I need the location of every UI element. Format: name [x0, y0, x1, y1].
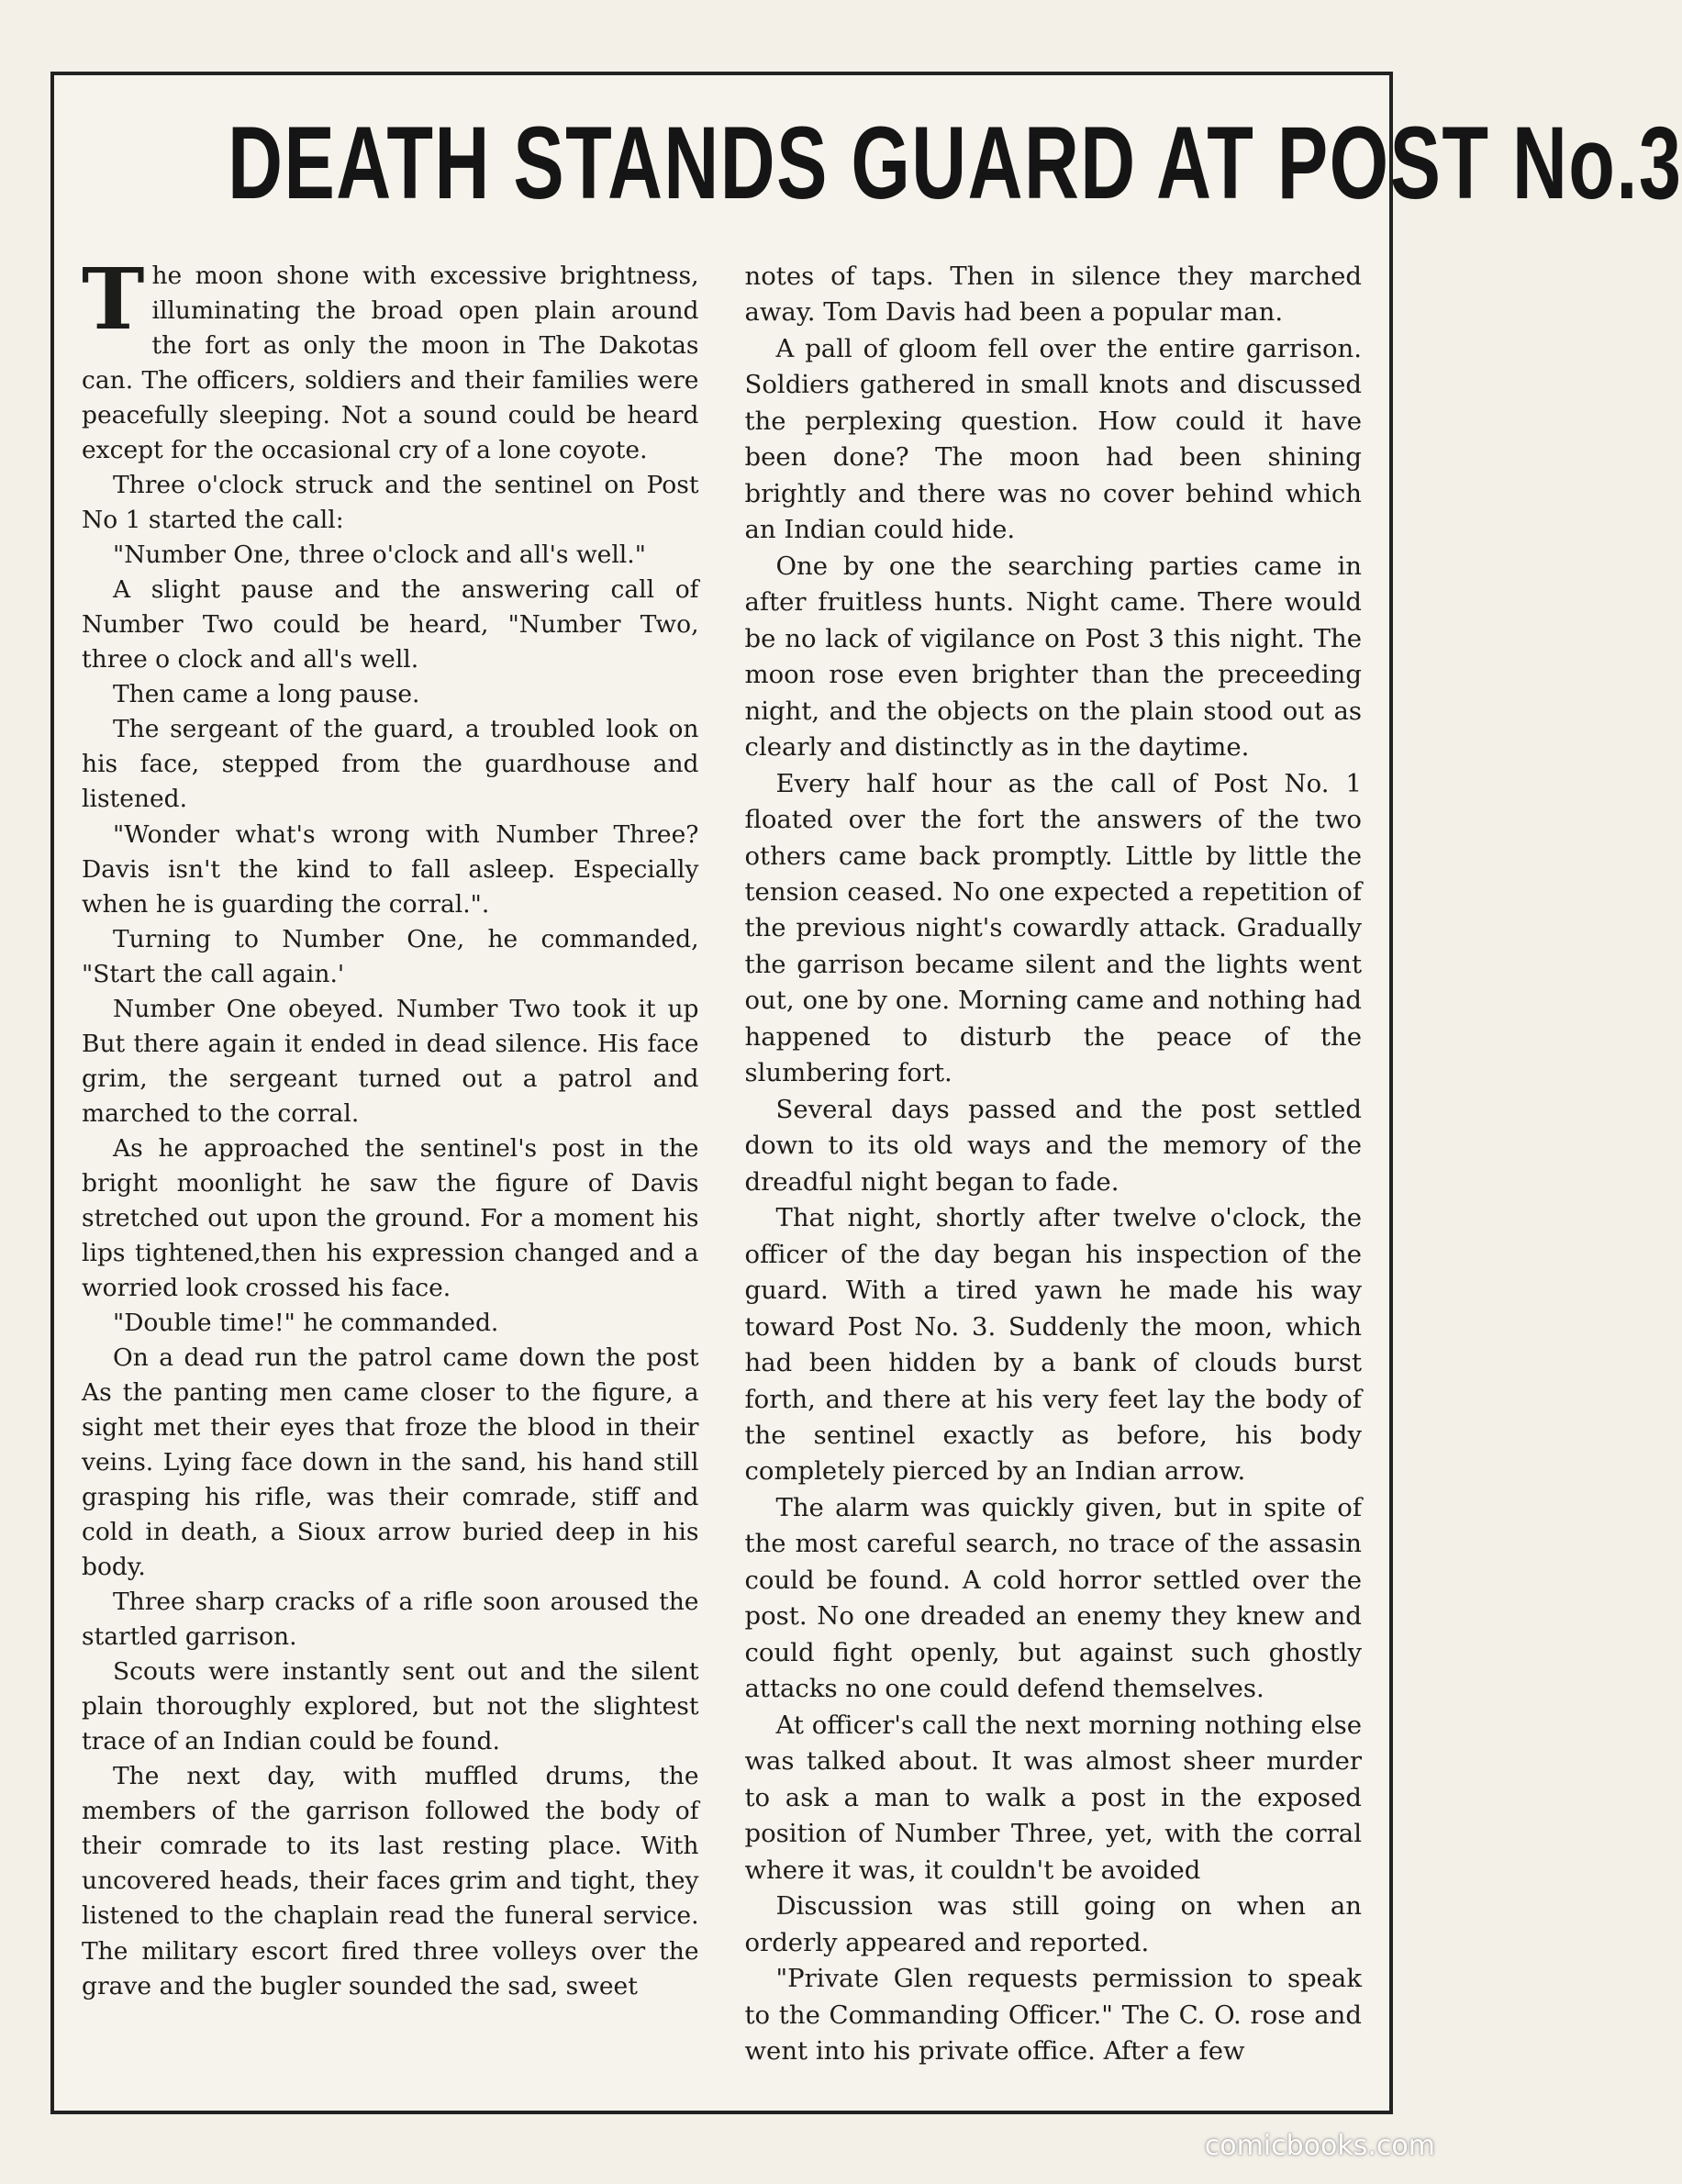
- site-watermark: comicbooks.com: [1204, 2130, 1435, 2162]
- paragraph: Three sharp cracks of a rifle soon aroused the startled garrison.: [82, 1588, 699, 1652]
- paragraph: Several days passed and the post settled down to its old ways and the memory of the dreadful night began to fade.: [744, 1094, 1362, 1197]
- paragraph: notes of taps. Then in silence they marched away. Tom Davis had been a popular man.: [744, 262, 1362, 328]
- article-body: [82, 250, 1362, 2101]
- paragraph-text: he moon shone with excessive brightness, illuminating the broad open plain around the fort as only the moon in The Dakotas can. The officers, soldiers and their families were peacefully sleeping. Not a sound could be heard except for the occasional cry of a lone coyote.: [82, 262, 699, 465]
- paragraph: The alarm was quickly given, but in spite of the most careful search, no trace of the assasin could be found. A cold horror settled over the post. No one dreaded an enemy they knew and could fight openly, but against such ghostly attacks no one could defend themselves.: [744, 1492, 1362, 1704]
- paragraph: "Wonder what's wrong with Number Three? Davis isn't the kind to fall asleep. Especially when he is guarding the corral.".: [82, 819, 699, 919]
- left-column: [82, 250, 699, 2101]
- paragraph: Scouts were instantly sent out and the silent plain thoroughly explored, but not the slightest trace of an Indian could be found.: [82, 1657, 699, 1756]
- paragraph: Turning to Number One, he commanded, "Start the call again.': [82, 924, 699, 988]
- paragraph: One by one the searching parties came in after fruitless hunts. Night came. There would be no lack of vigilance on Post 3 this night. The moon rose even brighter than the preceeding night, and the objects on the plain stood out as clearly and distinctly as in the daytime.: [744, 551, 1362, 763]
- paragraph: "Double time!" he commanded.: [113, 1308, 499, 1337]
- paragraph: "Number One, three o'clock and all's well.": [113, 540, 646, 570]
- paragraph: A pall of gloom fell over the entire garrison. Soldiers gathered in small knots and discussed the perplexing question. How could it have been done? The moon had been shining brightly and there was no cover behind which an Indian could hide.: [744, 333, 1362, 545]
- paragraph: The next day, with muffled drums, the members of the garrison followed the body of their comrade to its last resting place. With uncovered heads, their faces grim and tight, they listened to the chaplain read the funeral service. The military escort fired three volleys over the grave and the bugler sounded the sad, sweet: [82, 1762, 699, 2000]
- paragraph: As he approached the sentinel's post in the bright moonlight he saw the figure of Davis stretched out upon the ground. For a moment his lips tightened,then his expression changed and a worried look crossed his face.: [82, 1133, 699, 1302]
- right-column: [745, 259, 1363, 2101]
- paragraph: That night, shortly after twelve o'clock, the officer of the day began his inspection of the guard. With a tired yawn he made his way toward Post No. 3. Suddenly the moon, which had been hidden by a bank of clouds burst forth, and there at his very feet lay the body of the sentinel exactly as before, his body completely pierced by an Indian arrow.: [744, 1203, 1362, 1487]
- paragraph: Every half hour as the call of Post No. 1 floated over the fort the answers of the two others came back promptly. Little by little the tension ceased. No one expected a repetition of the previous night's cowardly attack. Gradually the garrison became silent and the lights went out, one by one. Morning came and nothing had happened to disturb the peace of the slumbering fort.: [744, 768, 1362, 1088]
- paragraph: [82, 250, 699, 468]
- drop-cap: T: [82, 250, 145, 349]
- paragraph: Then came a long pause.: [113, 680, 420, 709]
- paragraph: A slight pause and the answering call of Number Two could be heard, "Number Two, three o clock and all's well.: [82, 575, 699, 674]
- paragraph: On a dead run the patrol came down the post As the panting men came closer to the figure, a sight met their eyes that froze the blood in their veins. Lying face down in the sand, his hand still grasping his rifle, was their comrade, stiff and cold in death, a Sioux arrow buried deep in his body.: [82, 1343, 699, 1582]
- paragraph: "Private Glen requests permission to speak to the Commanding Officer." The C. O. rose and went into his private office. After a few: [744, 1964, 1362, 2066]
- article-headline: DEATH STANDS GUARD AT POST No.3: [228, 106, 1682, 220]
- paragraph: Number One obeyed. Number Two took it up But there again it ended in dead silence. His face grim, the sergeant turned out a patrol and marched to the corral.: [82, 994, 699, 1128]
- paragraph: Discussion was still going on when an orderly appeared and reported.: [744, 1891, 1362, 1957]
- paragraph: Three o'clock struck and the sentinel on Post No 1 started the call:: [82, 471, 699, 535]
- paragraph: The sergeant of the guard, a troubled look on his face, stepped from the guardhouse and listened.: [82, 715, 699, 814]
- paragraph: At officer's call the next morning nothing else was talked about. It was almost sheer murder to ask a man to walk a post in the exposed position of Number Three, yet, with the corral where it was, it couldn't be avoided: [744, 1710, 1362, 1885]
- article-frame: [50, 72, 1682, 2114]
